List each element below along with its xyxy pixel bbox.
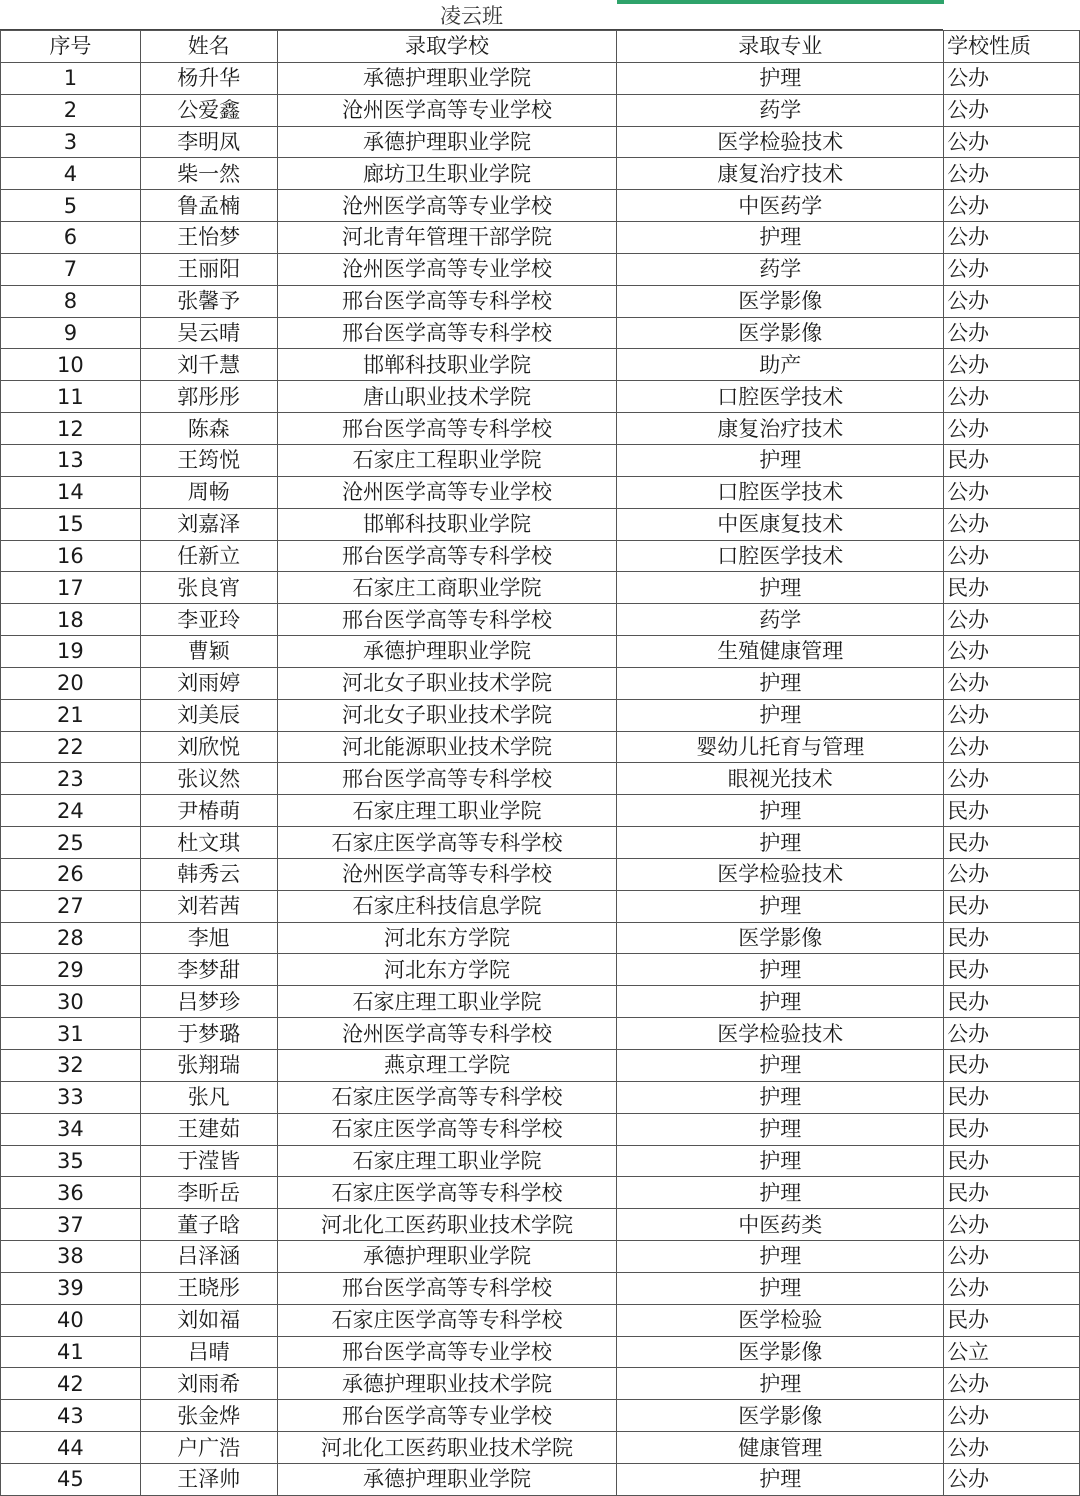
table-row [1,1177,1080,1209]
header-major[interactable]: 录取专业 [617,31,944,63]
table-row [1,1368,1080,1400]
cell-type[interactable]: 公办 [944,413,1080,445]
table-row [1,1145,1080,1177]
cell-name[interactable]: 于滢皆 [140,1145,277,1177]
table-row [1,317,1080,349]
cell-type[interactable]: 民办 [944,827,1080,859]
cell-no[interactable]: 37 [1,1209,141,1241]
cell-type[interactable]: 公办 [944,190,1080,222]
cell-type[interactable]: 公办 [944,1241,1080,1273]
cell-no[interactable]: 34 [1,1113,141,1145]
cell-school[interactable]: 承德护理职业学院 [277,126,617,158]
cell-name[interactable]: 李昕岳 [140,1177,277,1209]
cell-name[interactable]: 张良宵 [140,572,277,604]
cell-name[interactable]: 王泽帅 [140,1463,277,1495]
cell-type[interactable]: 公办 [944,253,1080,285]
cell-name[interactable]: 公爱鑫 [140,94,277,126]
cell-school[interactable]: 邯郸科技职业学院 [277,349,617,381]
cell-type[interactable]: 公办 [944,1368,1080,1400]
cell-name[interactable]: 吕泽涵 [140,1241,277,1273]
cell-major[interactable]: 护理 [617,1241,944,1273]
cell-no[interactable]: 39 [1,1272,141,1304]
table-row [1,62,1080,94]
table-row [1,1432,1080,1464]
table-row [1,572,1080,604]
cell-major[interactable]: 医学检验技术 [617,1018,944,1050]
cell-type[interactable]: 公办 [944,508,1080,540]
cell-major[interactable]: 护理 [617,890,944,922]
admission-table [0,30,1080,1496]
cell-major[interactable]: 医学影像 [617,317,944,349]
table-row [1,1304,1080,1336]
cell-name[interactable]: 陈森 [140,413,277,445]
cell-type[interactable]: 民办 [944,890,1080,922]
cell-type[interactable]: 公办 [944,858,1080,890]
cell-school[interactable]: 邢台医学高等专业学校 [277,1336,617,1368]
cell-type[interactable]: 公办 [944,763,1080,795]
cell-major[interactable]: 护理 [617,667,944,699]
cell-no[interactable]: 5 [1,190,141,222]
cell-type[interactable]: 公办 [944,636,1080,668]
cell-major[interactable]: 医学检验 [617,1304,944,1336]
cell-name[interactable]: 鲁孟楠 [140,190,277,222]
cell-type[interactable]: 民办 [944,1177,1080,1209]
cell-school[interactable]: 廊坊卫生职业学院 [277,158,617,190]
table-row [1,381,1080,413]
cell-major[interactable]: 护理 [617,1113,944,1145]
cell-major[interactable]: 生殖健康管理 [617,636,944,668]
table-row [1,476,1080,508]
table-row [1,158,1080,190]
cell-type[interactable]: 公办 [944,349,1080,381]
cell-name[interactable]: 吕梦珍 [140,986,277,1018]
cell-type[interactable]: 公办 [944,476,1080,508]
cell-name[interactable]: 张翔瑞 [140,1050,277,1082]
table-row [1,1081,1080,1113]
cell-no[interactable]: 16 [1,540,141,572]
title-row [0,0,1080,30]
cell-type[interactable]: 民办 [944,1081,1080,1113]
cell-major[interactable]: 护理 [617,1463,944,1495]
cell-type[interactable]: 公办 [944,699,1080,731]
cell-school[interactable]: 邢台医学高等专科学校 [277,413,617,445]
table-row [1,413,1080,445]
cell-school[interactable]: 沧州医学高等专业学校 [277,94,617,126]
cell-no[interactable]: 35 [1,1145,141,1177]
cell-major[interactable]: 药学 [617,253,944,285]
cell-type[interactable]: 公办 [944,62,1080,94]
cell-major[interactable]: 药学 [617,604,944,636]
cell-name[interactable]: 杜文琪 [140,827,277,859]
cell-name[interactable]: 王怡梦 [140,222,277,254]
cell-school[interactable]: 石家庄理工职业学院 [277,795,617,827]
cell-no[interactable]: 40 [1,1304,141,1336]
cell-name[interactable]: 郭彤彤 [140,381,277,413]
table-row [1,1050,1080,1082]
table-row [1,1018,1080,1050]
cell-major[interactable]: 护理 [617,699,944,731]
cell-no[interactable]: 27 [1,890,141,922]
cell-type[interactable]: 公办 [944,731,1080,763]
cell-name[interactable]: 李旭 [140,922,277,954]
cell-school[interactable]: 河北化工医药职业技术学院 [277,1432,617,1464]
cell-no[interactable]: 25 [1,827,141,859]
cell-school[interactable]: 承德护理职业学院 [277,636,617,668]
cell-type[interactable]: 公办 [944,1209,1080,1241]
cell-type[interactable]: 公办 [944,285,1080,317]
cell-school[interactable]: 石家庄医学高等专科学校 [277,1177,617,1209]
cell-no[interactable]: 2 [1,94,141,126]
cell-major[interactable]: 护理 [617,572,944,604]
cell-major[interactable]: 医学影像 [617,1400,944,1432]
cell-school[interactable]: 邢台医学高等专科学校 [277,285,617,317]
cell-school[interactable]: 河北女子职业技术学院 [277,699,617,731]
cell-school[interactable]: 石家庄医学高等专科学校 [277,827,617,859]
cell-type[interactable]: 公办 [944,540,1080,572]
table-row [1,1241,1080,1273]
cell-major[interactable]: 健康管理 [617,1432,944,1464]
cell-name[interactable]: 张议然 [140,763,277,795]
cell-school[interactable]: 石家庄医学高等专科学校 [277,1081,617,1113]
cell-school[interactable]: 石家庄理工职业学院 [277,986,617,1018]
table-body [1,31,1080,1496]
cell-major[interactable]: 护理 [617,986,944,1018]
cell-no[interactable]: 20 [1,667,141,699]
cell-no[interactable]: 14 [1,476,141,508]
cell-name[interactable]: 张凡 [140,1081,277,1113]
cell-no[interactable]: 13 [1,444,141,476]
cell-school[interactable]: 承德护理职业学院 [277,1463,617,1495]
cell-no[interactable]: 19 [1,636,141,668]
cell-type[interactable]: 公办 [944,222,1080,254]
cell-major[interactable]: 口腔医学技术 [617,540,944,572]
cell-major[interactable]: 护理 [617,795,944,827]
cell-no[interactable]: 10 [1,349,141,381]
cell-no[interactable]: 11 [1,381,141,413]
cell-type[interactable]: 民办 [944,986,1080,1018]
cell-type[interactable]: 公办 [944,94,1080,126]
cell-school[interactable]: 石家庄工商职业学院 [277,572,617,604]
cell-school[interactable]: 邢台医学高等专科学校 [277,317,617,349]
cell-name[interactable]: 尹椿萌 [140,795,277,827]
table-row [1,954,1080,986]
cell-type[interactable]: 民办 [944,922,1080,954]
table-row [1,827,1080,859]
cell-school[interactable]: 燕京理工学院 [277,1050,617,1082]
cell-school[interactable]: 石家庄理工职业学院 [277,1145,617,1177]
cell-name[interactable]: 刘欣悦 [140,731,277,763]
table-row [1,349,1080,381]
cell-major[interactable]: 康复治疗技术 [617,413,944,445]
table-row [1,285,1080,317]
cell-major[interactable]: 医学影像 [617,285,944,317]
cell-name[interactable]: 户广浩 [140,1432,277,1464]
table-row [1,444,1080,476]
cell-no[interactable]: 28 [1,922,141,954]
table-row [1,636,1080,668]
cell-no[interactable]: 44 [1,1432,141,1464]
cell-school[interactable]: 邢台医学高等专科学校 [277,540,617,572]
cell-major[interactable]: 康复治疗技术 [617,158,944,190]
cell-type[interactable]: 公办 [944,1432,1080,1464]
cell-no[interactable]: 29 [1,954,141,986]
cell-school[interactable]: 承德护理职业学院 [277,1241,617,1273]
cell-name[interactable]: 刘如福 [140,1304,277,1336]
cell-school[interactable]: 石家庄科技信息学院 [277,890,617,922]
cell-no[interactable]: 42 [1,1368,141,1400]
cell-school[interactable]: 唐山职业技术学院 [277,381,617,413]
cell-name[interactable]: 刘千慧 [140,349,277,381]
cell-no[interactable]: 41 [1,1336,141,1368]
table-row [1,858,1080,890]
table-row [1,699,1080,731]
cell-school[interactable]: 河北女子职业技术学院 [277,667,617,699]
cell-major[interactable]: 婴幼儿托育与管理 [617,731,944,763]
cell-no[interactable]: 3 [1,126,141,158]
cell-school[interactable]: 沧州医学高等专科学校 [277,858,617,890]
cell-name[interactable]: 董子晗 [140,1209,277,1241]
cell-major[interactable]: 护理 [617,827,944,859]
cell-name[interactable]: 韩秀云 [140,858,277,890]
cell-name[interactable]: 杨升华 [140,62,277,94]
cell-major[interactable]: 护理 [617,62,944,94]
cell-name[interactable]: 张金烨 [140,1400,277,1432]
table-row [1,667,1080,699]
cell-name[interactable]: 刘美辰 [140,699,277,731]
table-row [1,1113,1080,1145]
cell-no[interactable]: 36 [1,1177,141,1209]
cell-school[interactable]: 沧州医学高等专业学校 [277,253,617,285]
table-row [1,508,1080,540]
cell-school[interactable]: 邢台医学高等专科学校 [277,1272,617,1304]
cell-type[interactable]: 公办 [944,1463,1080,1495]
cell-name[interactable]: 曹颖 [140,636,277,668]
cell-name[interactable]: 王丽阳 [140,253,277,285]
table-row [1,1209,1080,1241]
cell-major[interactable]: 医学检验技术 [617,126,944,158]
cell-major[interactable]: 护理 [617,222,944,254]
cell-type[interactable]: 民办 [944,572,1080,604]
table-row [1,253,1080,285]
header-type[interactable]: 学校性质 [944,31,1080,63]
table-row [1,1463,1080,1495]
table-row [1,795,1080,827]
cell-type[interactable]: 公办 [944,1272,1080,1304]
cell-school[interactable]: 河北化工医药职业技术学院 [277,1209,617,1241]
cell-name[interactable]: 李明凤 [140,126,277,158]
cell-no[interactable]: 21 [1,699,141,731]
cell-no[interactable]: 26 [1,858,141,890]
cell-no[interactable]: 18 [1,604,141,636]
cell-name[interactable]: 李梦甜 [140,954,277,986]
table-row [1,126,1080,158]
cell-school[interactable]: 邢台医学高等专科学校 [277,763,617,795]
cell-no[interactable]: 30 [1,986,141,1018]
cell-no[interactable]: 45 [1,1463,141,1495]
cell-school[interactable]: 石家庄医学高等专科学校 [277,1113,617,1145]
cell-no[interactable]: 32 [1,1050,141,1082]
table-row [1,222,1080,254]
table-row [1,1336,1080,1368]
cell-type[interactable]: 民办 [944,1304,1080,1336]
cell-no[interactable]: 23 [1,763,141,795]
cell-type[interactable]: 公办 [944,667,1080,699]
cell-no[interactable]: 12 [1,413,141,445]
cell-type[interactable]: 公立 [944,1336,1080,1368]
cell-no[interactable]: 17 [1,572,141,604]
cell-name[interactable]: 吕晴 [140,1336,277,1368]
cell-school[interactable]: 石家庄医学高等专科学校 [277,1304,617,1336]
sheet-title-cell[interactable]: 凌云班 [440,4,503,28]
cell-name[interactable]: 张馨予 [140,285,277,317]
cell-school[interactable]: 河北能源职业技术学院 [277,731,617,763]
cell-major[interactable]: 护理 [617,1145,944,1177]
cell-name[interactable]: 李亚玲 [140,604,277,636]
cell-no[interactable]: 6 [1,222,141,254]
cell-name[interactable]: 王晓彤 [140,1272,277,1304]
selected-cell-indicator [617,0,944,4]
cell-school[interactable]: 沧州医学高等专业学校 [277,190,617,222]
cell-major[interactable]: 医学检验技术 [617,858,944,890]
cell-school[interactable]: 石家庄工程职业学院 [277,444,617,476]
cell-type[interactable]: 民办 [944,954,1080,986]
cell-type[interactable]: 公办 [944,158,1080,190]
table-row [1,190,1080,222]
cell-school[interactable]: 沧州医学高等专科学校 [277,1018,617,1050]
header-no[interactable]: 序号 [1,31,141,63]
cell-no[interactable]: 9 [1,317,141,349]
table-row [1,986,1080,1018]
cell-major[interactable]: 眼视光技术 [617,763,944,795]
table-row [1,922,1080,954]
cell-type[interactable]: 公办 [944,317,1080,349]
cell-no[interactable]: 22 [1,731,141,763]
cell-name[interactable]: 任新立 [140,540,277,572]
cell-major[interactable]: 护理 [617,444,944,476]
cell-major[interactable]: 中医康复技术 [617,508,944,540]
table-row [1,1400,1080,1432]
cell-name[interactable]: 于梦璐 [140,1018,277,1050]
cell-name[interactable]: 刘若茜 [140,890,277,922]
cell-name[interactable]: 王筠悦 [140,444,277,476]
table-row [1,604,1080,636]
table-row [1,890,1080,922]
cell-school[interactable]: 承德护理职业技术学院 [277,1368,617,1400]
cell-major[interactable]: 医学影像 [617,1336,944,1368]
cell-no[interactable]: 1 [1,62,141,94]
cell-no[interactable]: 33 [1,1081,141,1113]
cell-major[interactable]: 中医药学 [617,190,944,222]
cell-name[interactable]: 周畅 [140,476,277,508]
cell-major[interactable]: 护理 [617,1050,944,1082]
cell-school[interactable]: 河北东方学院 [277,954,617,986]
header-name[interactable]: 姓名 [140,31,277,63]
cell-major[interactable]: 中医药类 [617,1209,944,1241]
cell-no[interactable]: 7 [1,253,141,285]
cell-major[interactable]: 护理 [617,954,944,986]
cell-type[interactable]: 民办 [944,795,1080,827]
cell-type[interactable]: 民办 [944,1050,1080,1082]
cell-type[interactable]: 公办 [944,604,1080,636]
cell-school[interactable]: 邯郸科技职业学院 [277,508,617,540]
table-row [1,763,1080,795]
cell-school[interactable]: 邢台医学高等专业学校 [277,1400,617,1432]
cell-name[interactable]: 刘雨婷 [140,667,277,699]
cell-type[interactable]: 民办 [944,1145,1080,1177]
cell-major[interactable]: 护理 [617,1081,944,1113]
header-row [1,31,1080,63]
cell-type[interactable]: 公办 [944,381,1080,413]
cell-name[interactable]: 吴云晴 [140,317,277,349]
cell-school[interactable]: 邢台医学高等专科学校 [277,604,617,636]
cell-no[interactable]: 8 [1,285,141,317]
table-row [1,94,1080,126]
cell-major[interactable]: 口腔医学技术 [617,381,944,413]
cell-type[interactable]: 民办 [944,1113,1080,1145]
table-row [1,540,1080,572]
cell-type[interactable]: 民办 [944,444,1080,476]
cell-school[interactable]: 河北青年管理干部学院 [277,222,617,254]
header-school[interactable]: 录取学校 [277,31,617,63]
cell-type[interactable]: 公办 [944,1018,1080,1050]
cell-name[interactable]: 刘嘉泽 [140,508,277,540]
table-row [1,731,1080,763]
cell-major[interactable]: 口腔医学技术 [617,476,944,508]
cell-no[interactable]: 31 [1,1018,141,1050]
cell-no[interactable]: 38 [1,1241,141,1273]
table-row [1,1272,1080,1304]
cell-type[interactable]: 公办 [944,1400,1080,1432]
cell-no[interactable]: 24 [1,795,141,827]
cell-name[interactable]: 王建茹 [140,1113,277,1145]
cell-no[interactable]: 43 [1,1400,141,1432]
cell-type[interactable]: 公办 [944,126,1080,158]
cell-no[interactable]: 15 [1,508,141,540]
cell-name[interactable]: 柴一然 [140,158,277,190]
cell-major[interactable]: 助产 [617,349,944,381]
cell-major[interactable]: 药学 [617,94,944,126]
cell-school[interactable]: 承德护理职业学院 [277,62,617,94]
cell-major[interactable]: 医学影像 [617,922,944,954]
cell-school[interactable]: 沧州医学高等专业学校 [277,476,617,508]
cell-major[interactable]: 护理 [617,1272,944,1304]
cell-no[interactable]: 4 [1,158,141,190]
cell-major[interactable]: 护理 [617,1368,944,1400]
cell-name[interactable]: 刘雨希 [140,1368,277,1400]
cell-major[interactable]: 护理 [617,1177,944,1209]
cell-school[interactable]: 河北东方学院 [277,922,617,954]
